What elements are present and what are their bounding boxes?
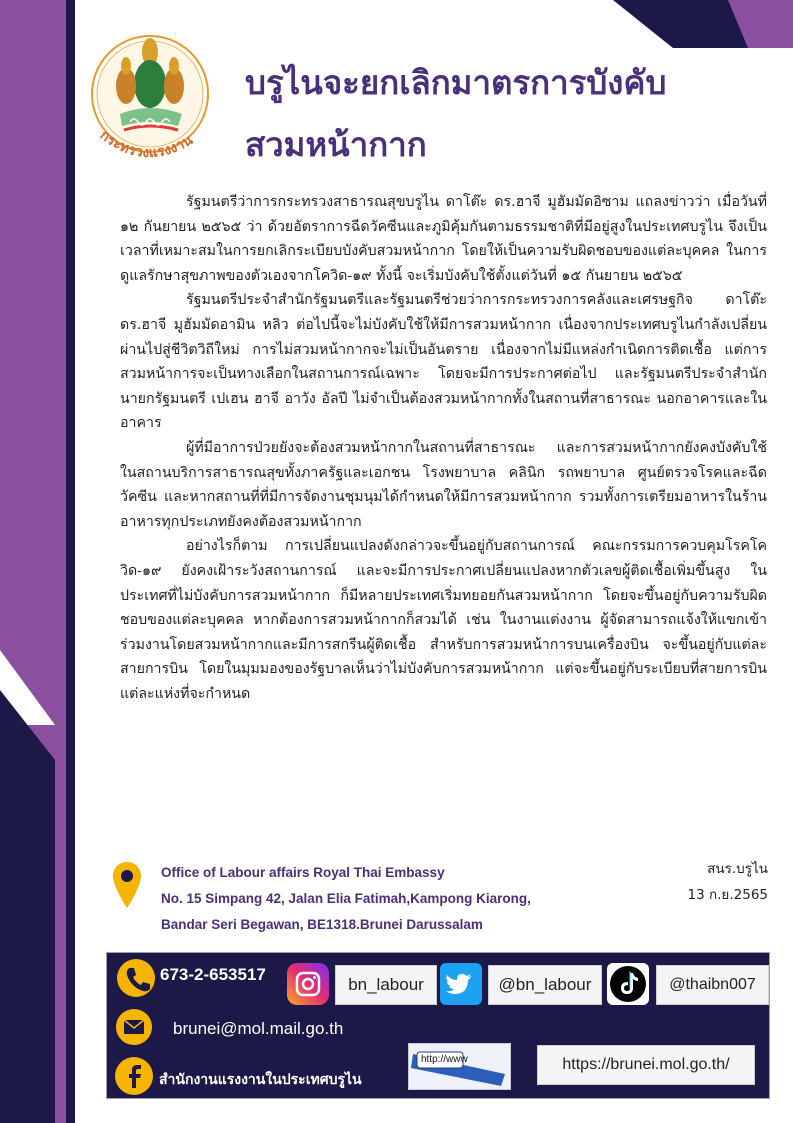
email-address[interactable]: brunei@mol.mail.go.th [173, 1019, 344, 1038]
paragraph-3: ผู้ที่มีอาการป่วยยังจะต้องสวมหน้ากากในสถานที่สาธารณะ และการสวมหน้ากากยังคงบังคับใช้ในสถานบริการสาธารณสุขทั้งภาครัฐและเอกชน โรงพยาบาล คลินิก รถพยาบาล ศูนย์ตรวจโรคและฉีดวัคซีน และหากสถานที่ที่มีการจัดงานชุมนุมได้กำหนดให้มีการสวมหน้ากาก รวมทั้งการเตรียมอาหารในร้านอาหารทุกประเภทยังคงต้องสวมหน้ากาก [120, 439, 767, 530]
paragraph-1: รัฐมนตรีว่าการกระทรวงสาธารณสุขบรูไน ดาโต๊ะ ดร.ฮาจี มูฮัมมัดอิซาม แถลงข่าวว่า เมื่อวันที่ ๑๒ กันยายน ๒๕๖๕ ว่า ด้วยอัตราการฉีดวัคซีนและภูมิคุ้มกันตามธรรมชาติที่มีอยู่สูงในประเทศบรูไน จึงเป็นเวลาที่เหมาะสมในการยกเลิกระเบียบบังคับสวมหน้ากาก โดยให้เป็นความรับผิดชอบของแต่ละบุคคล ในการดูแลรักษาสุขภาพของตัวเองจากโควิด-๑๙ ทั้งนี้ จะเริ่มบังคับใช้ตั้งแต่วันที่ ๑๕ กันยายน ๒๕๖๕ [120, 194, 767, 284]
tiktok-icon[interactable] [607, 963, 649, 1005]
website-url[interactable]: https://brunei.mol.go.th/ [537, 1045, 755, 1085]
title-line-1: บรูไนจะยกเลิกมาตรการบังคับ [245, 63, 667, 102]
twitter-handle[interactable]: @bn_labour [488, 965, 602, 1005]
website-icon [408, 1043, 511, 1090]
ministry-of-labour-emblem-icon [90, 22, 218, 162]
issue-date: 13 ก.ย.2565 [687, 887, 768, 903]
facebook-icon[interactable] [115, 1057, 153, 1095]
signoff [640, 856, 768, 908]
contact-panel [106, 952, 770, 1099]
top-decorative-band [463, 0, 793, 48]
ministry-logo [90, 22, 218, 162]
facebook-page[interactable]: สำนักงานแรงงานในประเทศบรูไน [159, 1072, 362, 1088]
article-body [120, 190, 767, 706]
left-decorative-band [0, 0, 70, 1123]
address-line-1: Office of Labour affairs Royal Thai Embassy [161, 865, 445, 880]
instagram-handle[interactable]: bn_labour [335, 965, 437, 1005]
tiktok-handle[interactable]: @thaibn007 [656, 965, 769, 1005]
address-line-2: No. 15 Simpang 42, Jalan Elia Fatimah,Kampong Kiarong, [161, 891, 531, 906]
paragraph-2: รัฐมนตรีประจำสำนักรัฐมนตรีและรัฐมนตรีช่วยว่าการกระทรวงการคลังและเศรษฐกิจ ดาโต๊ะ ดร.ฮาจี มูฮัมมัดอามิน หลิว ต่อไปนี้จะไม่บังคับใช้ให้มีการสวมหน้ากาก เนื่องจากประเทศบรูไนกำลังเปลี่ยนผ่านไปสู่ชีวิตวิถีใหม่ การไม่สวมหน้ากากจะไม่เป็นอันตราย เนื่องจากไม่มีแหล่งกำเนิดการติดเชื้อ แต่การสวมหน้าการจะเป็นทางเลือกในสถานการณ์เฉพาะ โดยจะมีการประกาศต่อไป และรัฐมนตรีประจำสำนักนายกรัฐมนตรี เปเฮน ฮาจี อาวัง อัลปี ไม่จำเป็นต้องสวมหน้ากากทั้งในสถานที่สาธารณะ นอกอาคารและในอาคาร [120, 292, 767, 432]
office-name: สนร.บรูไน [707, 861, 768, 877]
paragraph-4: อย่างไรก็ตาม การเปลี่ยนแปลงดังกล่าวจะขึ้นอยู่กับสถานการณ์ คณะกรรมการควบคุมโรคโควิด-๑๙ ยังคงเฝ้าระวังสถานการณ์ และจะมีการประกาศเปลี่ยนแปลงหากตัวเลขผู้ติดเชื้อเพิ่มขึ้นสูง ในประเทศที่ไม่บังคับการสวมหน้ากาก ก็มีหลายประเทศเริ่มทยอยกันสวมหน้ากาก โดยจะขึ้นอยู่กับความรับผิดชอบของแต่ละบุคคล หากต้องการสวมหน้ากากก็สวมได้ เช่น ในงานแต่งงาน ผู้จัดสามารถแจ้งให้แขกเข้าร่วมงานโดยสวมหน้ากากและมีการสกรีนผู้ติดเชื้อ สำหรับการสวมหน้าการบนเครื่องบิน จะขึ้นอยู่กับแต่ละสายการบิน โดยในมุมมองของรัฐบาลเห็นว่าไม่บังคับการสวมหน้ากาก แต่จะขึ้นอยู่กับระเบียบที่สายการบินแต่ละแห่งที่จะกำหนด [120, 538, 767, 702]
twitter-icon[interactable] [440, 963, 482, 1005]
left-navy-stripe [66, 0, 75, 1123]
location-pin-icon [112, 860, 142, 910]
title-line-2: สวมหน้ากาก [245, 125, 427, 164]
address-line-3: Bandar Seri Begawan, BE1318.Brunei Darussalam [161, 917, 483, 932]
page-title [245, 52, 775, 176]
email-icon [114, 1007, 154, 1047]
phone-number[interactable]: 673-2-653517 [160, 965, 266, 984]
logo-text: กระทรวงแรงงาน [96, 127, 196, 162]
office-address [161, 860, 601, 938]
website-icon-text: http://www [421, 1054, 468, 1065]
instagram-icon[interactable] [287, 963, 329, 1005]
phone-icon [117, 959, 155, 997]
